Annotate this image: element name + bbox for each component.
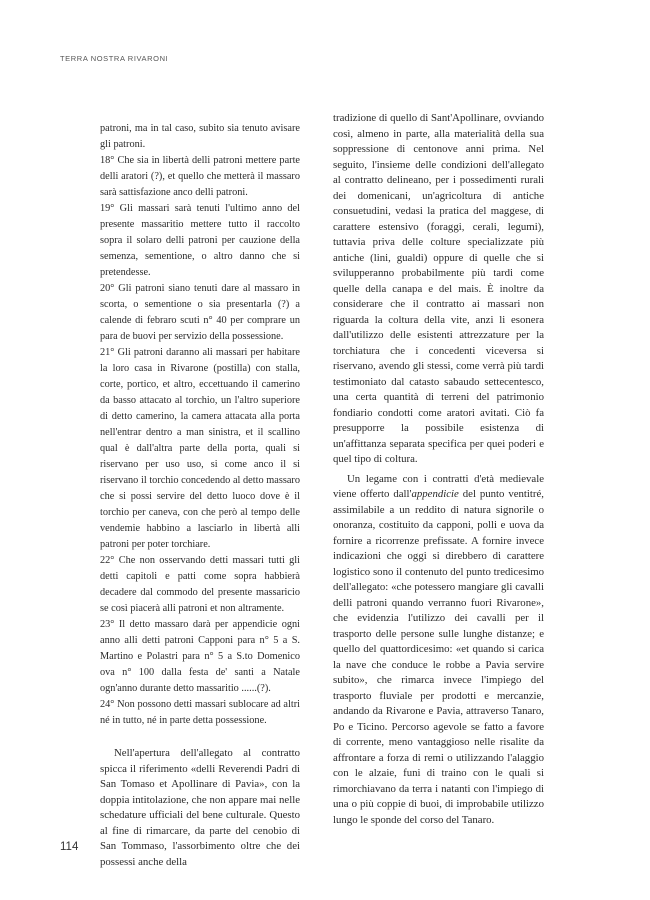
list-item: 20° Gli patroni siano tenuti dare al massaro in scorta, o sementione o sia presentarla (?) a calende di febraro scuti n° 40 per comprare un para de buovi per servizio della possessione. bbox=[100, 283, 300, 342]
list-item: patroni, ma in tal caso, subito sia tenuto avisare gli patroni. bbox=[100, 123, 300, 150]
italic-term: appendicie bbox=[411, 488, 459, 500]
list-item: 24° Non possono detti massari sublocare ad altri né in tutto, né in parte detta possessione. bbox=[100, 699, 300, 726]
page-number: 114 bbox=[60, 841, 79, 853]
left-prose-block bbox=[100, 746, 300, 870]
list-item: 22° Che non osservando detti massari tutti gli detti capitoli e patti come sopra habbierà decadere dal commodo del presente massaricio se così piacerà alli patroni et non altramente. bbox=[100, 555, 300, 614]
list-item: 18° Che sia in libertà delli patroni mettere parte delli aratori (?), et quello che metterà il massaro sarà sattisfazione anco delli patroni. bbox=[100, 155, 300, 198]
body-paragraph bbox=[333, 472, 544, 829]
contract-articles-list bbox=[100, 121, 300, 729]
list-item: 19° Gli massari sarà tenuti l'ultimo anno del presente massaritio mettere tutto il raccolto sopra il solaro delli patroni per cauzione della semenza, sementione, o altro danno che si pretendesse. bbox=[100, 203, 300, 278]
list-item: 21° Gli patroni daranno ali massari per habitare la loro casa in Rivarone (postilla) con stalla, corte, portico, et altro, eccettuando il camerino da basso attacato al torchio, un l'altro superiore di detto camerino, la camera attacata alla porta nell'entrar dentro a man sinistra, et il scallino qual è dall'altra parte della porta, quali si riservano per uso uso, si come anco il si riservano il torchio concedendo al detto massaro che si possi servire del detto luoco dove è il torchio per caneva, con che però al tempo delle vendemie habbino a lasciarlo in libertà alli patroni per poter torchiare. bbox=[100, 347, 300, 550]
running-header: TERRA NOSTRA RIVARONI bbox=[60, 54, 169, 63]
list-item: 23° Il detto massaro darà per appendicie ogni anno alli detti patroni Capponi para n° 5 a S. Martino e Polastri para n° 5 a S.to Domenico ova n° 100 dalla festa de' santi a Natale ogn'anno durante detto massaritio ......(?). bbox=[100, 619, 300, 694]
text-run: del punto ventitré, assimilabile a un reddito di natura signorile o onoranza, costituito da capponi, polli e uova da fornire a ricorrenze prefissate. A fornire invece indicazioni che oggi si direbbero di carattere logistico sono il contenuto del punto tredicesimo dell'allegato: «che potessero mangiare gli cavalli delli patroni quando verranno fuori Rivarone», che evidenzia l'utilizzo dei cavalli per il trasporto delle persone sulle lunghe distanze; e quello del quattordicesimo: «et quando si carica la nave che conduce le robbe a Pavia servire subito», che rimarca invece l'impiego del trasporto fluviale per prodotti e mercanzie, andando da Rivarone e Pavia, attraverso Tanaro, Po e Ticino. Percorso agevole se fatto a favore di corrente, meno vantaggioso nelle risalite da affrontare a forza di remi o utilizzando l'alaggio con le alzaie, funi di traino con le quali si rimorchiavano da terra i natanti con l'impiego di una o più coppie di buoi, di improbabile utilizzo lungo le sponde del corso del Tanaro. bbox=[333, 488, 544, 826]
left-column bbox=[100, 121, 300, 870]
body-paragraph: tradizione di quello di Sant'Apollinare, ovviando così, almeno in parte, alla materialità della sua soppressione di centonove anni prima. Nel seguito, l'insieme delle condizioni dell'allegato al contratto delineano, per i possedimenti rurali dei domenicani, un'agricoltura di antiche consuetudini, vedasi la pratica del maggese, di carattere estensivo (foraggi, cerali, legumi), tuttavia priva delle colture specializzate più antiche (lini, gualdi) oppure di quelle che si svilupperanno probabilmente più tardi come quelle della canapa e del mais. È inoltre da considerare che il contratto ai massari non riguarda la coltura della vite, anzi li esonera dall'utilizzo delle esistenti attrezzature per la torchiatura che i concedenti viceversa si riservano, avendo gli stessi, come verrà più tardi testimoniato dal catasto sabaudo settecentesco, una certa quantità di terreni del patrimonio fondiario condotti come aratori avitati. Ciò fa presupporre la possibile esistenza di un'affittanza separata specifica per quei poderi e quel tipo di coltura. bbox=[333, 112, 544, 465]
text-run: Un legame con i contratti d'età medievale viene offerto dall' bbox=[333, 472, 544, 500]
right-column bbox=[333, 111, 544, 828]
body-paragraph: Nell'apertura dell'allegato al contratto spicca il riferimento «delli Reverendi Padri di San Tomaso et Apollinare di Pavia», con la doppia intitolazione, che non appare mai nelle schedature ufficiali del bene culturale. Questo al fine di rimarcare, da parte del cenobio di San Tommaso, l'assorbimento oltre che dei possessi anche della bbox=[100, 747, 300, 868]
